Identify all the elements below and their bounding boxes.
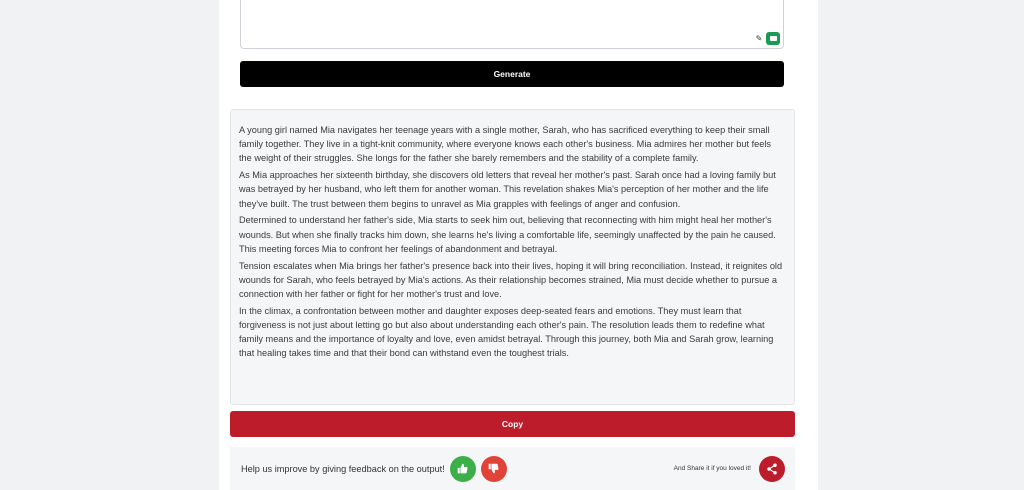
thumbs-down-button[interactable]: [481, 456, 507, 482]
prompt-textarea[interactable]: [240, 0, 784, 49]
share-icon: [766, 463, 778, 475]
textarea-tools: [754, 32, 780, 45]
copy-button[interactable]: Copy: [230, 411, 795, 437]
story-output: [230, 109, 795, 405]
feedback-bar: [230, 447, 795, 490]
thumbs-up-icon: [457, 463, 468, 474]
share-button[interactable]: [759, 456, 785, 482]
feedback-prompt: Help us improve by giving feedback on the output!: [241, 463, 445, 474]
thumbs-down-icon: [488, 463, 499, 474]
story-paragraph: Tension escalates when Mia brings her father's presence back into their lives, hoping it will bring reconciliation. Instead, it reignites old wounds for Sarah, who feels betrayed by Mia's actions. As their relationship becomes strained, Mia must decide whether to pursue a connection with her father or fight for her mother's trust and love.: [239, 260, 783, 300]
camera-icon[interactable]: [766, 32, 780, 45]
story-paragraph: As Mia approaches her sixteenth birthday, she discovers old letters that reveal her mother's past. Sarah once had a loving family but was betrayed by her husband, who left them for another woman. This revelation shakes Mia's perception of her mother and the life they've built. The trust between them begins to unravel as Mia grapples with feelings of anger and confusion.: [239, 170, 776, 209]
generator-card: [219, 0, 818, 490]
thumbs-up-button[interactable]: [450, 456, 476, 482]
story-paragraph: A young girl named Mia navigates her teenage years with a single mother, Sarah, who has sacrificed everything to keep their small family together. They live in a tight-knit community, where everyone knows each other's business. Mia admires her mother but feels the weight of their struggles. She longs for the father she barely remembers and the stability of a complete family.: [239, 125, 771, 164]
generate-button[interactable]: Generate: [240, 61, 784, 87]
pencil-icon[interactable]: ✎: [755, 33, 763, 43]
share-text: And Share it if you loved it!: [673, 465, 751, 472]
story-paragraph: Determined to understand her father's side, Mia starts to seek him out, believing that reconnecting with him might heal her mother's wounds. But when she finally tracks him down, she learns he's living a comfortable life, seemingly unaffected by the pain he caused. This meeting forces Mia to confront her feelings of abandonment and betrayal.: [239, 215, 776, 254]
story-paragraph: In the climax, a confrontation between mother and daughter exposes deep-seated fears and emotions. They must learn that forgiveness is not just about letting go but also about understanding each other's pain. The resolution leads them to redefine what family means and the importance of loyalty and love, even amidst betrayal. Through this journey, both Mia and Sarah grow, learning that healing takes time and that their bond can withstand even the toughest trials.: [239, 305, 774, 359]
